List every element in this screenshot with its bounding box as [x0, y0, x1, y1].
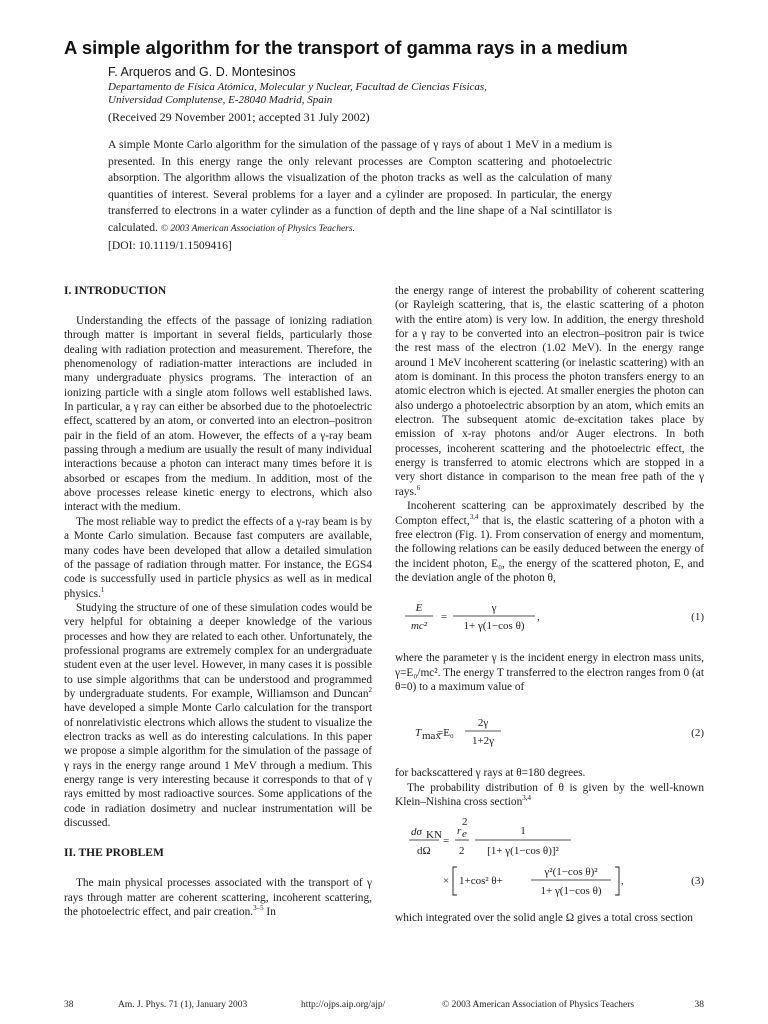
problem-paragraph-5: for backscattered γ rays at θ=180 degrees. [395, 767, 586, 780]
eq2-sub: max [422, 730, 441, 743]
eq3-right-bracket [615, 867, 619, 895]
problem-paragraph-3: Incoherent scattering can be approximately described by the Compton effect,$^{3,4}$ that is, the elastic scattering of a photon with a free electron (Fig. 1). From conservation of energy and momentum, the following relations can be easily deduced between the energy of the incident photon, E₀, the energy of the scattered photon, E, and the deviation angle of the photon θ, [395, 500, 704, 584]
eq1-lhs-denominator: mc² [410, 620, 428, 633]
citation: 2 [368, 686, 372, 695]
equation-3 [395, 817, 704, 901]
problem-paragraph-2: the energy range of interest the probability of coherent scattering (or Rayleigh scattering, that is, the elastic scattering of a photon with the entire atom) is very low. In addition, the energy threshold for a γ ray to be converted into an electron–positron pair is twice the rest mass of the electron (1.02 MeV). In the energy range around 1 MeV incoherent scattering (or inelastic scattering) with an atom is dominant. In this process the photon transfers energy to an atomic electron which is ejected. At smaller energies the photon can also undergo a photoelectric absorption by an atom, which emits an electron. The subsequent atomic de-excitation takes place by emission of x-ray photons and/or Auger electrons. In both processes, incoherent scattering and the photoelectric effect, the energy is transferred to atomic electrons which are stopped in a very short distance in comparison to the mean free path of the γ rays.$^6$ [395, 285, 704, 498]
affiliation-line-2: Universidad Complutense, E-28040 Madrid, Spain [108, 94, 333, 106]
authors: F. Arqueros and G. D. Montesinos [108, 65, 296, 79]
eq3-denominator: [1+ γ(1−cos θ)]² [487, 845, 559, 858]
intro-paragraph-3: Studying the structure of one of these simulation codes would be very helpful for obtaining a deeper knowledge of the various processes and how they are related to each other. Unfortunately, the professional programs are extremely complex for an undergraduate student even at the user level. However, in many cases it is possible to use simple algorithms that can be understood and programmed by undergraduate students. For example, Williamson and Duncan$^2$ have developed a simple Monte Carlo calculation for the transport of nonrelativistic electrons which allows the student to visualize the electron tracks as well as do interesting calculations. In this paper we propose a simple algorithm for the simulation of the passage of γ rays in the energy range around 1 MeV through a medium. This energy range is very interesting because it corresponds to that of γ rays emitted by most radioactive sources. Some applications of the code in radiation dosimetry and nuclear instrumentation will be discussed. [64, 601, 372, 830]
eq3-equals: = [443, 835, 450, 848]
eq1-comma: , [537, 611, 540, 624]
eq1-rhs-denominator: 1+ γ(1−cos θ) [463, 620, 525, 633]
citation: 6 [416, 484, 421, 493]
problem-paragraph-1: The main physical processes associated with the transport of γ rays through matter are coherent scattering, incoherent scattering, the photoelectric effect, and pair creation.$^{3-5}$ In [64, 877, 372, 919]
eq3-denominator-2: 1+ γ(1−cos θ) [540, 885, 602, 898]
eq3-re: r [457, 825, 462, 838]
eq3-numerator-2: γ²(1−cos θ)² [544, 866, 598, 879]
eq3-line2: 1+cos² θ+ [459, 875, 503, 888]
doi: [DOI: 10.1119/1.1509416] [108, 238, 232, 252]
eq2-e0: =E₀ [437, 727, 454, 740]
equation-1 [395, 597, 704, 641]
eq3-re-sup: 2 [462, 816, 468, 829]
received-dates: (Received 29 November 2001; accepted 31 July 2002) [108, 110, 370, 124]
eq2-lhs: T [415, 727, 422, 740]
right-column [395, 284, 704, 926]
section-heading-introduction: I. INTRODUCTION [64, 285, 167, 297]
journal-url[interactable]: http://ojps.aip.org/ajp/ [301, 1000, 386, 1010]
eq1-equals: = [441, 611, 448, 624]
journal-citation: Am. J. Phys. 71 (1), January 2003 [118, 1000, 248, 1010]
eq3-lhs-denominator: dΩ [417, 845, 431, 858]
section-heading-problem: II. THE PROBLEM [64, 847, 164, 860]
problem-paragraph-7: which integrated over the solid angle Ω gives a total cross section [395, 912, 693, 925]
eq3-re-sub: e [462, 828, 467, 841]
eq3-lhs-numerator: dσ [411, 826, 422, 839]
citation: 1 [100, 585, 105, 594]
eq3-comma: , [621, 875, 624, 888]
intro-paragraph-2: The most reliable way to predict the effects of a γ-ray beam is by a Monte Carlo simulation. Because fast computers are available, many codes have been developed that allow a detailed simulation of the passage of radiation through matter. For instance, the EGS4 code is successfully used in particle physics as well as in medical physics.$^1$ [64, 515, 372, 600]
eq1-number: (1) [691, 611, 704, 624]
abstract-copyright: © 2003 American Association of Physics Teachers. [160, 223, 355, 234]
intro-paragraph-1: Understanding the effects of the passage of ionizing radiation through matter is important in several fields, particularly those dealing with radiation protection and measurement. Therefore, the phenomenology of radiation-matter interactions are included in many undergraduate physics programs. The interaction of an ionizing particle with a single atom follows well established laws. In particular, a γ ray can either be absorbed due to the photoelectric effect, scattered by an atom, or converted into an electron–positron pair in the field of an atom. However, the effects of a γ-ray beam passing through a medium are usually the result of many individual interactions because a photon can interact many times before it is absorbed or escapes from the medium. In addition, most of the above processes release kinetic energy to electrons, which also interact with the medium. [64, 315, 372, 514]
eq1-lhs-numerator: E [415, 602, 423, 615]
eq3-number: (3) [691, 875, 704, 888]
page-number-left: 38 [64, 1000, 74, 1010]
equation-2-graphic [395, 712, 704, 756]
equation-2 [395, 712, 704, 756]
citation: 3,4 [469, 512, 479, 521]
abstract-text: A simple Monte Carlo algorithm for the simulation of the passage of γ rays of about 1 MeV in a medium is presented. In this energy range the only relevant processes are Compton scattering and photoelectric absorption. The algorithm allows the visualization of the photon tracks as well as the calculation of many quantities of interest. Several problems for a layer and a cylinder are proposed. In particular, the energy transferred to electrons in a water cylinder as a function of depth and the line shape of a NaI scintillator is calculated. [108, 138, 612, 234]
eq1-rhs-numerator: γ [491, 602, 497, 615]
citation: 3,4 [522, 794, 532, 803]
equation-3-graphic [395, 817, 704, 901]
abstract [108, 137, 612, 254]
page-number-right: 38 [694, 1000, 704, 1010]
page-footer [64, 1000, 704, 1014]
eq3-two: 2 [459, 845, 465, 858]
problem-paragraph-6: The probability distribution of θ is given by the well-known Klein–Nishina cross section$^{3,4}$ [395, 781, 704, 808]
eq3-times: × [443, 875, 450, 888]
affiliation-line-1: Departamento de Física Atómica, Molecular y Nuclear, Facultad de Ciencias Físicas, [108, 81, 487, 93]
eq3-left-bracket [453, 867, 457, 895]
equation-1-graphic [395, 597, 704, 641]
left-column [64, 284, 372, 919]
eq2-number: (2) [691, 727, 704, 740]
affiliation [108, 81, 668, 107]
eq2-denominator: 1+2γ [471, 735, 495, 748]
problem-paragraph-4: where the parameter γ is the incident energy in electron mass units, γ=E₀/mc². The energy T transferred to the electron ranges from 0 (at θ=0) to a maximum value of [395, 652, 704, 693]
footer-copyright: © 2003 American Association of Physics Teachers [442, 1000, 635, 1010]
citation: 3–5 [253, 904, 264, 913]
eq2-numerator: 2γ [477, 717, 489, 730]
eq3-lhs-sub: KN [426, 829, 442, 842]
paper-title: A simple algorithm for the transport of gamma rays in a medium [64, 37, 628, 58]
eq3-one: 1 [520, 825, 526, 838]
